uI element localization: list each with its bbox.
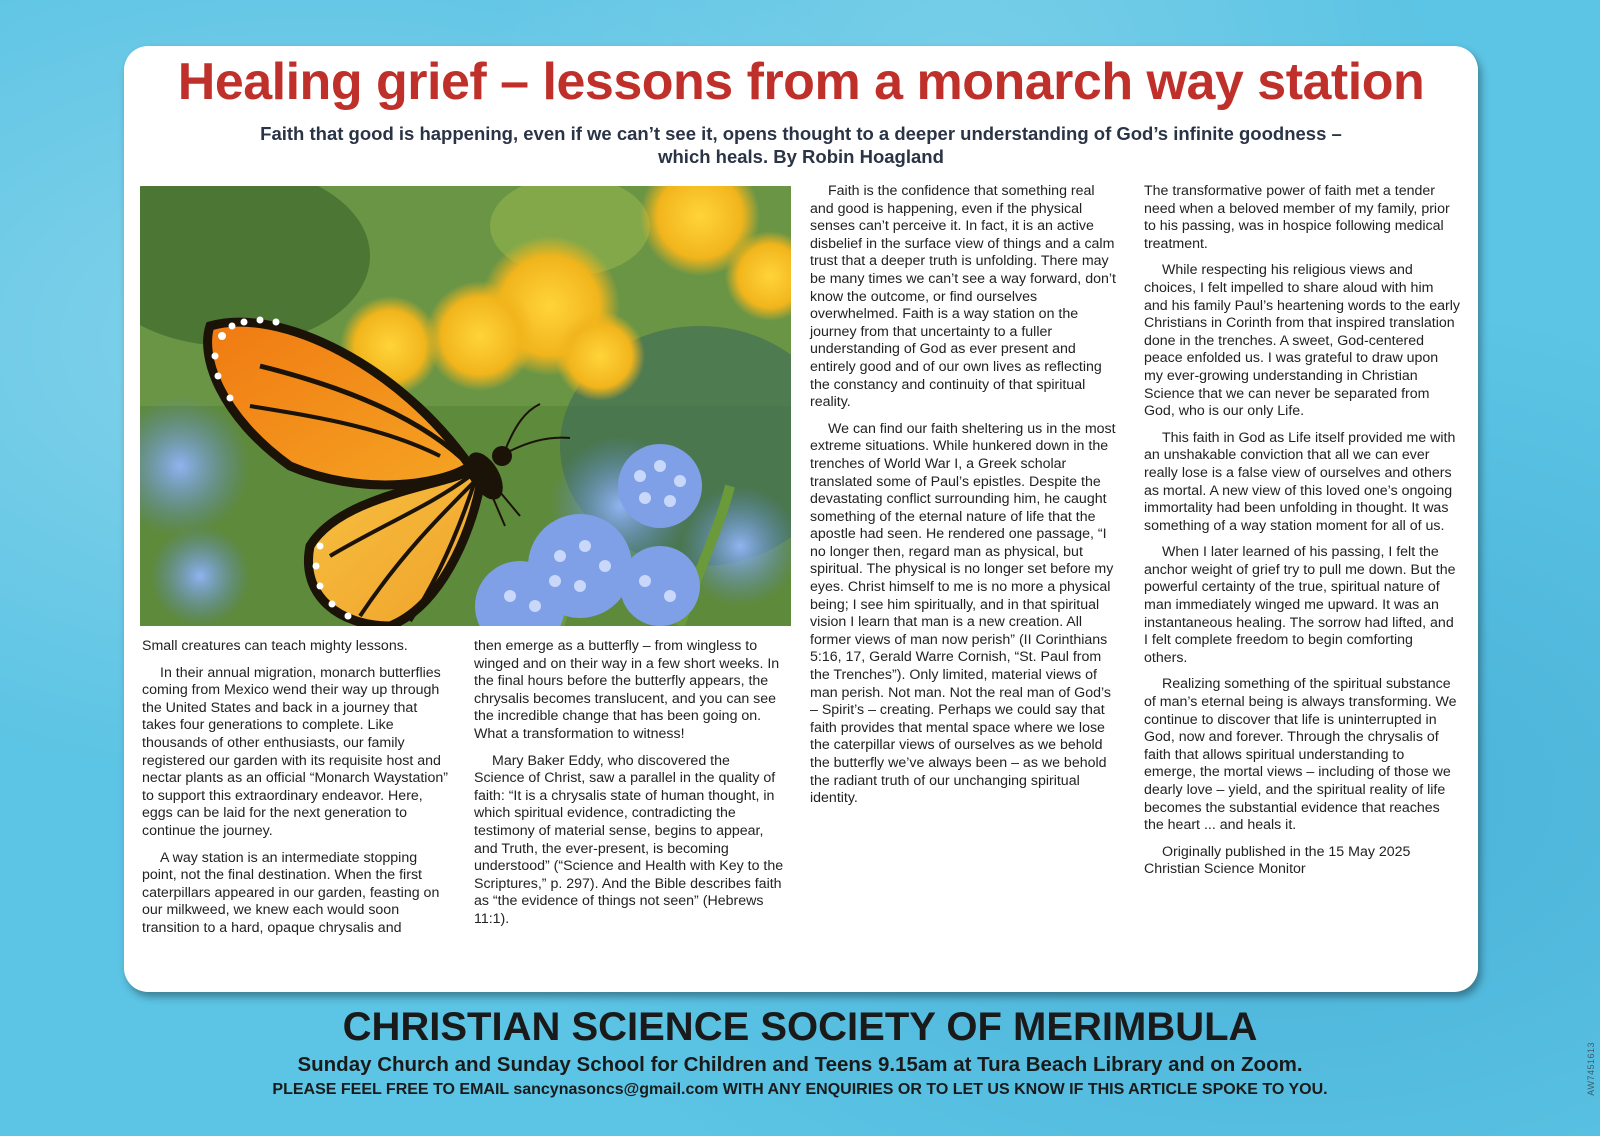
headline: Healing grief – lessons from a monarch way station: [177, 53, 1425, 111]
monarch-butterfly-photo: [140, 186, 791, 626]
article-column-4: [1144, 183, 1460, 888]
paragraph: Small creatures can teach mighty lessons.: [142, 638, 408, 654]
article-card: [124, 46, 1478, 992]
paragraph: Mary Baker Eddy, who discovered the Science of Christ, saw a parallel in the quality of faith: “It is a chrysalis state of human thought, in which spiritual evidence, contradicting the testimony of material sense, begins to appear, and Truth, the ever-present, is becoming understood” (“Science and Health with Key to the Scriptures,” p. 297). And the Bible describes faith as “the evidence of things not seen” (Hebrews 11:1).: [474, 752, 784, 927]
paragraph: When I later learned of his passing, I felt the anchor weight of grief try to pull me down. But the powerful certainty of the true, spiritual nature of man immediately winged me upward. It was an instantaneous healing. The sorrow had lifted, and I felt complete freedom to begin comforting others.: [1144, 544, 1456, 666]
paragraph: In their annual migration, monarch butterflies coming from Mexico wend their way up through the United States and back in a journey that takes four generations to complete. Like thousands of other enthusiasts, our family registered our garden with its requisite host and nectar plants as an official “Monarch Waystation” to support this extraordinary endeavor. Here, eggs can be laid for the next generation to continue the journey.: [142, 664, 448, 839]
standfirst: Faith that good is happening, even if we can’t see it, opens thought to a deeper understanding of God’s infinite goodness – which heals. By Robin Hoagland: [260, 123, 1342, 167]
article-column-3: [810, 183, 1120, 817]
paragraph: A way station is an intermediate stopping point, not the final destination. When the first caterpillars appeared in our garden, feasting on our milkweed, we knew each would soon transition to a hard, opaque chrysalis and: [142, 849, 440, 936]
butterfly-illustration: [140, 186, 791, 626]
contact-email-line: PLEASE FEEL FREE TO EMAIL sancynasoncs@gmail.com WITH ANY ENQUIRIES OR TO LET US KNOW IF THIS ARTICLE SPOKE TO YOU.: [272, 1081, 1328, 1098]
publication-credit: Originally published in the 15 May 2025 Christian Science Monitor: [1144, 843, 1411, 878]
paragraph: This faith in God as Life itself provided me with an unshakable conviction that all we can ever really lose is a false view of ourselves and others as mortal. A new view of this loved one’s ongoing immortality had been unfolding in thought. It was something of a way station moment for all of us.: [1144, 429, 1456, 534]
article-column-1: [142, 638, 452, 947]
paragraph: then emerge as a butterfly – from wingless to winged and on their way in a few short weeks. In the final hours before the butterfly appears, the chrysalis becomes translucent, and you can see the incredible change that has been going on. What a transformation to witness!: [474, 638, 780, 742]
paragraph: We can find our faith sheltering us in the most extreme situations. While hunkered down in the trenches of World War I, a Greek scholar translated some of Paul’s epistles. Despite the devastating conflict surrounding him, he caught something of the eternal nature of life that the apostle had seen. He rendered one passage, “I no longer then, regard man as physical, but spiritual. The physical is no longer set before my eyes. Christ himself to me is no more a physical being; I see him spiritually, and in that spiritual vision I learn that man is a new creation. All former views of man now perish” (II Corinthians 5:16, 17, Gerald Warre Cornish, “St. Paul from the Trenches”). Only limited, material views of man perish. Not man. Not the real man of God’s – Spirit’s – creating. Perhaps we could say that faith provides that mental space where we lose the caterpillar views of ourselves as we behold the butterfly we’ve always been – as we behold the radiant truth of our unchanging spiritual identity.: [810, 420, 1116, 807]
article-column-2: [474, 638, 784, 938]
paragraph: Faith is the confidence that something real and good is happening, even if the physical senses can’t perceive it. In fact, it is an active disbelief in the surface view of things and a calm trust that a deeper truth is unfolding. There may be many times we can’t see a way forward, don’t know the outcome, or find ourselves overwhelmed. Faith is a way station on the journey from that uncertainty to a fuller understanding of God as ever present and entirely good and of our own lives as reflecting the constancy and continuity of that spiritual reality.: [810, 183, 1116, 411]
ad-code: AW7451613: [1586, 1042, 1596, 1096]
paragraph: Realizing something of the spiritual substance of man’s eternal being is always transforming. We continue to discover that life is uninterrupted in God, now and forever. Through the chrysalis of faith that allows spiritual understanding to emerge, the mortal views – including of those we dearly love – yield, and the spiritual reality of life becomes the substantial evidence that reaches the heart ... and heals it.: [1144, 676, 1457, 834]
society-name: CHRISTIAN SCIENCE SOCIETY OF MERIMBULA: [342, 1005, 1258, 1049]
paragraph: While respecting his religious views and choices, I felt impelled to share aloud with him and his family Paul’s heartening words to the early Christians in Corinth from that inspired translation done in the trenches. A sweet, God-centered peace enfolded us. I was grateful to draw upon my ever-growing understanding in Christian Science that we can never be separated from God, who is our only Life.: [1144, 262, 1460, 420]
paragraph: The transformative power of faith met a tender need when a beloved member of my family, prior to his passing, was in hospice following medical treatment.: [1144, 183, 1450, 252]
service-times: Sunday Church and Sunday School for Children and Teens 9.15am at Tura Beach Library and on Zoom.: [297, 1053, 1303, 1076]
